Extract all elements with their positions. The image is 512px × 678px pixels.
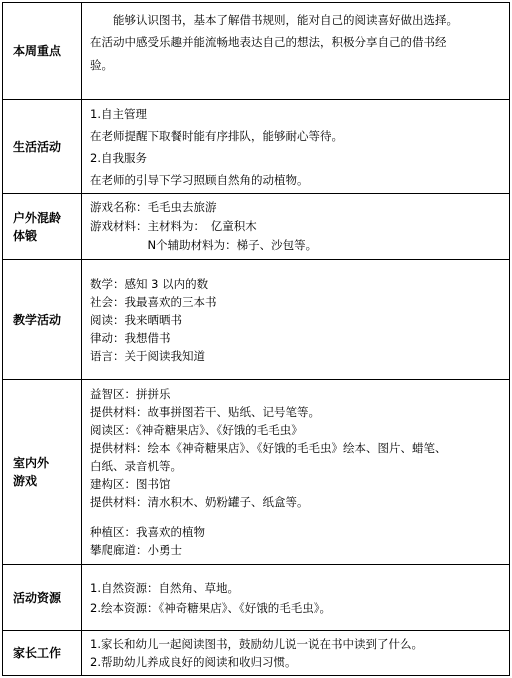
teaching-line: 律动：我想借书 (90, 330, 171, 345)
row-activity-resources (3, 565, 510, 631)
label-life-activities: 生活活动 (3, 100, 82, 194)
games-line: 攀爬廊道：小勇士 (90, 543, 182, 557)
label-teaching-activities: 教学活动 (3, 260, 82, 380)
outdoor-line: 游戏名称：毛毛虫去旅游 (90, 200, 217, 214)
outdoor-label-line: 体锻 (13, 228, 38, 243)
teaching-line: 社会：我最喜欢的三本书 (90, 294, 217, 309)
games-line: 提供材料：绘本《神奇糖果店》、《好饿的毛毛虫》绘本、图片、蜡笔、 (90, 441, 447, 455)
teaching-line: 数学：感知 3 以内的数 (90, 276, 209, 291)
games-label-line: 室内外 (13, 456, 50, 470)
row-indoor-outdoor-games (3, 380, 510, 565)
life-line: 在老师的引导下学习照顾自然角的动植物。 (90, 172, 309, 187)
row-teaching-activities (3, 260, 510, 380)
focus-line: 在活动中感受乐趣并能流畅地表达自己的想法，积极分享自己的借书经 (90, 35, 447, 49)
blank-line (90, 511, 505, 523)
cell-indoor-outdoor-games (82, 380, 510, 565)
games-line: 提供材料：清水积木、奶粉罐子、纸盒等。 (90, 495, 309, 509)
cell-life-activities (82, 100, 510, 194)
focus-line: 验。 (90, 58, 113, 72)
games-line: 益智区：拼拼乐 (90, 387, 171, 401)
games-line: 白纸、录音机等。 (90, 459, 182, 473)
row-parent-work (3, 631, 510, 676)
label-outdoor-exercise (3, 194, 82, 260)
row-weekly-focus (3, 3, 510, 100)
games-line: 阅读区：《神奇糖果店》、《好饿的毛毛虫》 (90, 423, 303, 437)
cell-teaching-activities (82, 260, 510, 380)
row-life-activities (3, 100, 510, 194)
label-weekly-focus: 本周重点 (3, 3, 82, 100)
life-line: 在老师提醒下取餐时能有序排队，能够耐心等待。 (90, 128, 343, 143)
resource-line: 2.绘本资源：《神奇糖果店》、《好饿的毛毛虫》。 (90, 600, 331, 615)
teaching-line: 阅读：我来晒晒书 (90, 312, 182, 327)
row-outdoor-exercise (3, 194, 510, 260)
outdoor-line: N个辅助材料为：梯子、沙包等。 (90, 238, 318, 252)
label-activity-resources: 活动资源 (3, 565, 82, 631)
games-label-line: 游戏 (13, 474, 38, 488)
life-line: 1.自主管理 (90, 106, 147, 121)
parent-line: 2.帮助幼儿养成良好的阅读和收归习惯。 (90, 655, 297, 669)
cell-activity-resources (82, 565, 510, 631)
cell-weekly-focus (82, 3, 510, 100)
outdoor-label-line: 户外混龄 (13, 210, 62, 225)
games-line: 建构区：图书馆 (90, 477, 171, 491)
games-line: 种植区：我喜欢的植物 (90, 525, 205, 539)
label-indoor-outdoor-games (3, 380, 82, 565)
label-parent-work: 家长工作 (3, 631, 82, 676)
life-line: 2.自我服务 (90, 150, 147, 165)
teaching-line: 语言：关于阅读我知道 (90, 348, 205, 363)
games-line: 提供材料：故事拼图若干、贴纸、记号笔等。 (90, 405, 320, 419)
cell-outdoor-exercise (82, 194, 510, 260)
parent-line: 1.家长和幼儿一起阅读图书，鼓励幼儿说一说在书中读到了什么。 (90, 637, 423, 651)
weekly-plan-table (2, 2, 510, 676)
cell-parent-work (82, 631, 510, 676)
resource-line: 1.自然资源：自然角、草地。 (90, 580, 239, 595)
outdoor-line: 游戏材料：主材料为： 亿童积木 (90, 219, 257, 233)
focus-line: 能够认识图书，基本了解借书规则，能对自己的阅读喜好做出选择。 (90, 13, 458, 27)
